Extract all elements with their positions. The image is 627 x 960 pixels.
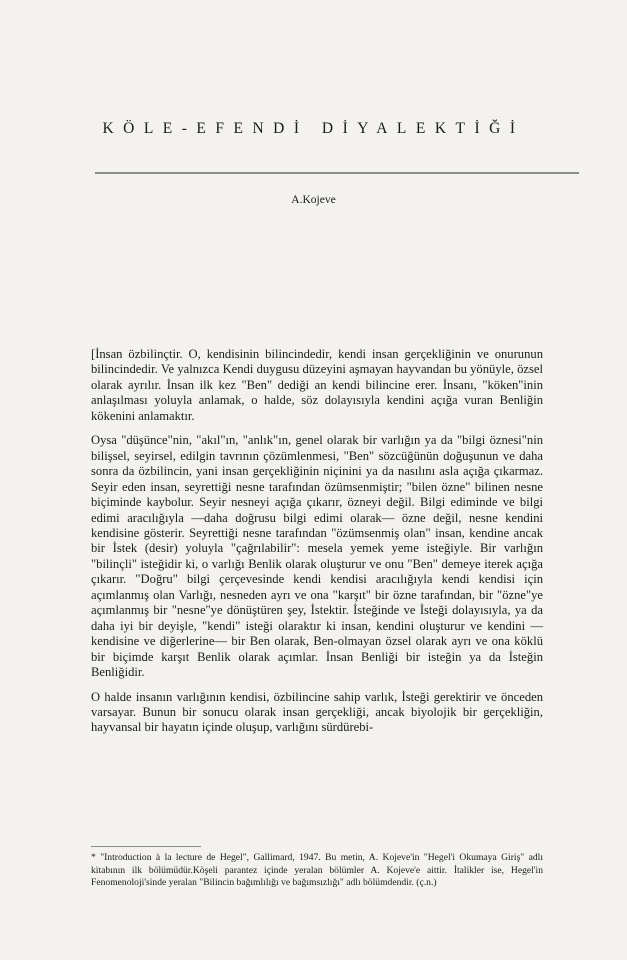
body-text	[91, 347, 543, 736]
paragraph-2: Oysa "düşünce"nin, "akıl"ın, "anlık"ın, genel olarak bir varlığın ya da "bilgi öznesi"nin bilişsel, seyirsel, edilgin tavrının çözümlenmesi, "Ben" sözcüğünün doğuşunun ve daha sonra da özbilincin, yani insan gerçekliğinin niçinini ya da nasılını asla açığa çıkarmaz. Seyir eden insan, seyrettiği nesne tarafından özümsenmiştir; "bilen özne" bilinen nesne biçiminde kaybolur. Seyir nesneyi açığa çıkarır, özneyi değil. Bilgi ediminde ve bilgi edimi aracılığıyla —daha doğrusu bilgi edimi olarak— özne değil, nesne kendini kendisine gösterir. Seyrettiği nesne tarafından "özümsenmiş olan" insan, kendine ancak bir İstek (desir) yoluyla "çağrılabilir": mesela yemek yeme isteğiyle. Bir varlığın "bilinçli" isteğidir ki, o varlığı Benlik olarak oluşturur ve onu "Ben" demeye iterek açığa çıkarır. "Doğru" bilgi çerçevesinde kendi kendisi aracılığıyla kendi kendisi için açımlanmış olan Varlığı, nesneden ayrı ve ona "karşıt" bir özne tarafından, bir "özne"ye açımlanmış bir "nesne"ye dönüştüren şey, İstektir. İsteğinde ve İsteği dolayısıyla, ya da daha iyi bir deyişle, "kendi" isteği olaraktır ki insan, kendini oluşturur ve kendini — kendisine ve diğerlerine— bir Ben olarak, Ben-olmayan özsel olarak ayrı ve ona köklü bir biçimde karşıt Benlik olarak açımlar. İnsan Benliği bir isteğin ya da İsteğin Benliğidir.	[91, 433, 543, 680]
title-divider	[95, 172, 579, 174]
chapter-title: KÖLE-EFENDİ DİYALEKTİĞİ	[102, 120, 525, 137]
footnote-divider	[91, 846, 201, 847]
author-name: A.Kojeve	[291, 194, 336, 206]
paragraph-1: [İnsan özbilinçtir. O, kendisinin bilincindedir, kendi insan gerçekliğinin ve onurunun bilincindedir. Ve yalnızca Kendi duygusu düzeyini aşmayan hayvandan bu yönüyle, özsel olarak ayrılır. İnsan ilk kez "Ben" dediği an kendi bilincine erer. İnsanı, "köken"inin anlaşılması yoluyla anlamak, o halde, söz dolayısıyla kendini açığa vuran Benliğin kökenini anlamaktır.	[91, 347, 543, 423]
paragraph-3: O halde insanın varlığının kendisi, özbilincine sahip varlık, İsteği gerektirir ve önceden varsayar. Bunun bir sonucu olarak insan gerçekliği, ancak biyolojik bir gerçekliğin, hayvansal bir hayatın içinde oluşup, varlığını sürdürebi-	[91, 689, 543, 735]
footnote: * "Introduction à la lecture de Hegel", Gallimard, 1947. Bu metin, A. Kojeve'in "Hegel'i Okumaya Giriş" adlı kitabının ilk bölümüdür.Köşeli parantez içinde yeralan bölümler A. Kojeve'e aittir. İtalikler ise, Hegel'in Fenomenoloji'sinde yeralan "Bilincin bağımlılığı ve bağımsızlığı" adlı bölümdendir. (ç.n.)	[91, 852, 543, 888]
